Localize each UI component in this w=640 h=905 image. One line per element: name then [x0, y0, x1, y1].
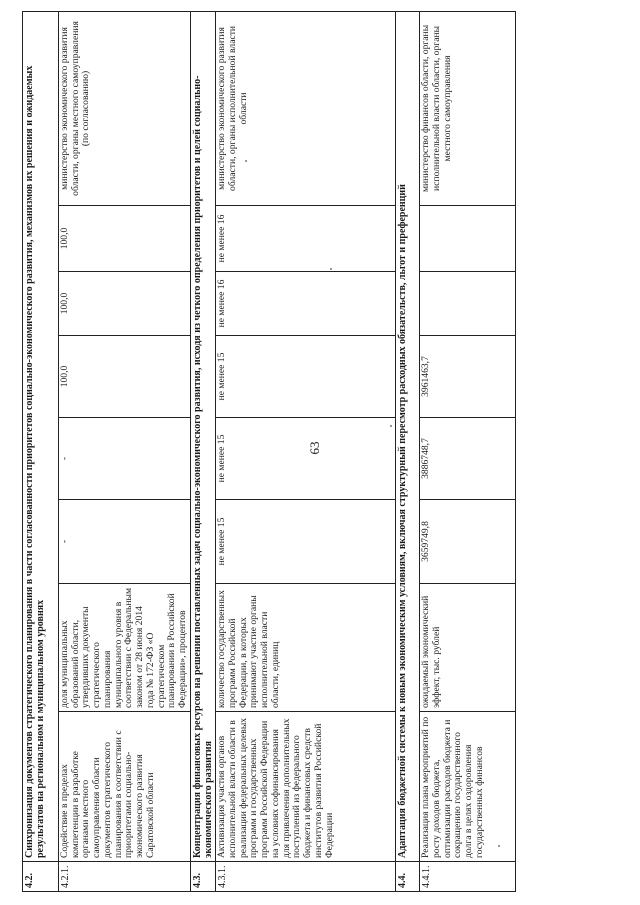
value-cell: 100,0 — [59, 272, 191, 336]
scan-speck — [390, 425, 392, 427]
section-number: 4.2. — [23, 862, 59, 892]
scan-speck — [330, 268, 332, 270]
responsible-cell: министерство экономического развития области, органы местного самоуправления (по согласованию) — [59, 11, 191, 205]
measure-cell: Активизация участия органов исполнительной власти области в реализации федеральных целевых программ и государственных программ Российской Федерации на условиях софинансирования для привлечения дополнительных поступлений из федерального бюджета и финансовых средств институтов развития Российской Федерации — [216, 712, 396, 862]
value-cell: не менее 15 — [216, 418, 396, 500]
row-number: 4.4.1. — [420, 862, 516, 892]
value-cell: - — [59, 418, 191, 500]
value-cell: не менее 15 — [216, 500, 396, 584]
value-cell: 3659749,8 — [420, 500, 516, 584]
responsible-cell: министерство экономического развития области, органы исполнительной власти области — [216, 11, 396, 205]
section-number: 4.3. — [190, 862, 215, 892]
row-number: 4.2.1. — [59, 862, 191, 892]
value-cell — [420, 272, 516, 336]
table-row — [59, 11, 191, 891]
value-cell: - — [59, 500, 191, 584]
section-title: Концентрация финансовых ресурсов на решении поставленных задач социально-экономического развития, исходя из четкого определения приоритетов и целей социально-экономического развития — [190, 11, 215, 861]
value-cell: 3886748,7 — [420, 418, 516, 500]
section-row — [190, 11, 215, 891]
indicator-cell: количество государственных программ Российской Федерации, в которых принимают участие органы исполнительной власти области, единиц — [216, 584, 396, 712]
value-cell: не менее 15 — [216, 336, 396, 418]
measure-cell: Реализация плана мероприятий по росту доходов бюджета, оптимизации расходов бюджета и сокращению государственного долга в целях оздоровления государственных финансов — [420, 712, 516, 862]
value-cell: не менее 16 — [216, 206, 396, 272]
scan-speck — [498, 845, 500, 847]
value-cell: 100,0 — [59, 206, 191, 272]
measure-cell: Содействие в пределах компетенции в разработке органами местного самоуправления области документов стратегического планирования в соответствии с приоритетами социально-экономического развития Саратовской области — [59, 712, 191, 862]
indicator-cell: доля муниципальных образований области, утвердивших документы стратегического планирования муниципального уровня в соответствии с Федеральным законом от 28 июня 2014 года № 172-ФЗ «О стратегическом планировании в Российской Федерации», процентов — [59, 584, 191, 712]
value-cell — [420, 206, 516, 272]
table-row — [216, 11, 396, 891]
row-number: 4.3.1. — [216, 862, 396, 892]
indicator-cell: ожидаемый экономический эффект, тыс. рублей — [420, 584, 516, 712]
section-number: 4.4. — [396, 862, 420, 892]
scan-speck — [245, 160, 247, 162]
section-title: Адаптация бюджетной системы к новым экономическим условиям, включая структурный пересмотр расходных обязательств, льгот и преференций — [396, 11, 420, 861]
measures-table — [22, 11, 516, 892]
value-cell: 100,0 — [59, 336, 191, 418]
section-row — [23, 11, 59, 891]
table-row — [420, 11, 516, 891]
rotated-table-container — [22, 12, 612, 892]
section-row — [396, 11, 420, 891]
value-cell: не менее 16 — [216, 272, 396, 336]
value-cell: 3961463,7 — [420, 336, 516, 418]
page-number: 63 — [307, 441, 322, 455]
section-title: Синхронизация документов стратегического планирования в части согласованности приоритетов социально-экономического развития, механизмов их решения и ожидаемых результатов на региональном и муниципальном уровнях — [23, 11, 59, 861]
responsible-cell: министерство финансов области, органы исполнительной власти области, органы местного самоуправления — [420, 11, 516, 205]
